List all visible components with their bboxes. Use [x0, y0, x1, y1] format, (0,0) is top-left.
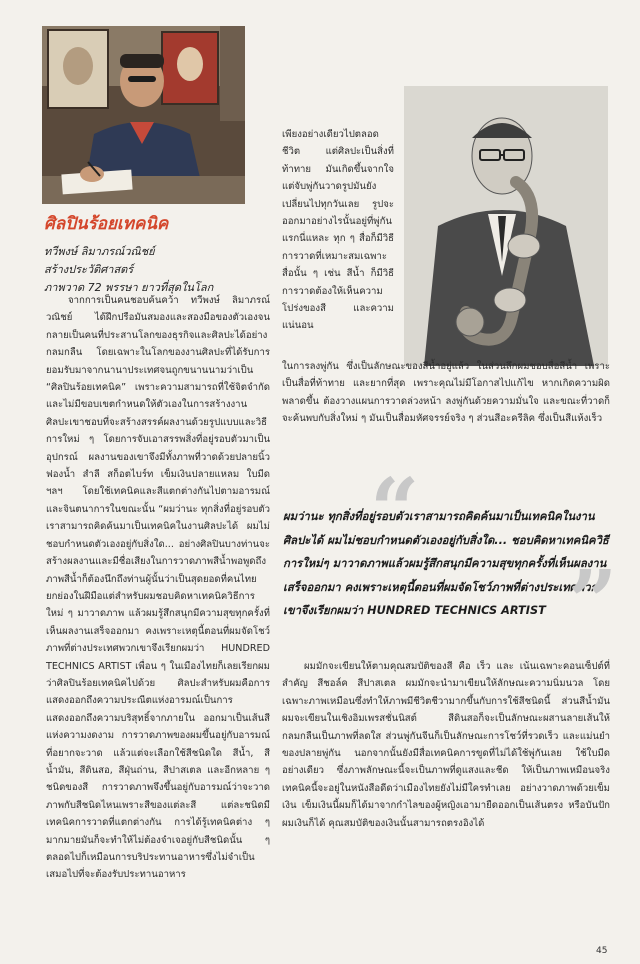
caption-achievement: สร้างประวัติศาสตร์	[44, 263, 134, 276]
photo-caption	[44, 210, 274, 297]
body-text-left-column: จากการเป็นคนชอบค้นคว้า ทวีพงษ์ ลิมาภรณ์วณิชย์ ได้ฝึกปรือมันสมองและสองมือของตัวเองจนกลายเป็นคนที่ประสานโลกของธุรกิจและศิลปะได้อย่างกลมกลืน โดยเฉพาะในโลกของงานศิลปะที่ได้รับการยอมรับมาจากนานาประเทศจนถูกขนานนามว่าเป็น “ศิลปินร้อยเทคนิค” เพราะความสามารถที่ใช้จิตจำกัดและไม่มีขอบเขตกำหนดให้ตัวเองในการสร้างงานศิลปะเขาชอบที่จะสร้างสรรค์ผลงานด้วยรูปแบบและวิธีการใหม่ ๆ โดยการจับเอาสรรพสิ่งที่อยู่รอบตัวมาเป็นอุปกรณ์ ผลงานของเขาจึงมีทั้งภาพที่วาดด้วยปลายนิ้ว ฟองน้ำ สำลี สก็อตไบร์ท เข็มเงินปลายแหลม ใบมีด ฯลฯ โดยใช้เทคนิคและสีแตกต่างกันไปตามอารมณ์และจินตนาการในขณะนั้น “ผมว่านะ ทุกสิ่งที่อยู่รอบตัวเราสามารถคิดค้นมาเป็นเทคนิคในงานศิลปะได้ ผมไม่ชอบกำหนดตัวเองอยู่กับสิ่งใด... อย่างศิลปินบางท่านจะสร้างผลงานและมีชื่อเสียงในการวาดภาพสีน้ำพอพูดถึงภาพสีน้ำก็ต้องนึกถึงท่านผู้นั้นว่าเป็นสุดยอดที่คนไทยยกย่องในฝีมือแต่สำหรับผมชอบคิดหาเทคนิควิธีการใหม่ ๆ มาวาดภาพ แล้วผมรู้สึกสนุกมีความสุขทุกครั้งที่เห็นผลงานเสร็จออกมา คงเพราะเหตุนี้ตอนที่ผมจัดโชว์ภาพที่ต่างประเทศพวกเขาจึงเรียกผมว่า HUNDRED TECHNICS ARTIST เพื่อน ๆ ในเมืองไทยก็เลยเรียกผมว่าศิลปินร้อยเทคนิคไปด้วย ศิลปะสำหรับผมคือการแสดงออกถึงความประณีตแห่งอารมณ์เป็นการแสดงออกถึงความบริสุทธิ์จากภายใน ออกมาเป็นเส้นสีแห่งความงดงาม การวาดภาพของผมขึ้นอยู่กับอารมณ์ที่อยากจะวาด แล้วแต่จะเลือกใช้สีชนิดใด สีน้ำ, สีน้ำมัน, สีดินสอ, สีฝุ่นถ่าน, สีปาสเตล และอีกหลาย ๆ ชนิดของสี การวาดภาพจึงขึ้นอยู่กับอารมณ์ว่าจะวาดภาพกับสีชนิดไหนเพราะสีของแต่ละสี แต่ละชนิดมีเทคนิคการวาดที่แตกต่างกัน การได้รู้เทคนิคต่าง ๆ มากมายมันก็จะทำให้ไม่ต้องจำเจอยู่กับสีชนิดนั้น ๆ ตลอดไปก็เหมือนการบริประทานอาหารซึ่งไม่จำเป็นเสมอไปที่จะต้องรับประทานอาหาร	[46, 295, 270, 881]
pull-quote: ผมว่านะ ทุกสิ่งที่อยู่รอบตัวเราสามารถคิดค้นมาเป็นเทคนิคในงานศิลปะได้ ผมไม่ชอบกำหนดตัวเองอยู่กับสิ่งใด... ชอบคิดหาเทคนิควิธีการใหม่ๆ มาวาดภาพแล้วผมรู้สึกสนุกมีความสุขทุกครั้งที่เห็นผลงานเสร็จออกมา คงเพราะเหตุนี้ตอนที่ผมจัดโชว์ภาพที่ต่างประเทศพวกเขาจึงเรียกผมว่า HUNDRED TECHNICS ARTIST	[283, 510, 609, 617]
caption-title: ศิลปินร้อยเทคนิค	[44, 214, 169, 234]
body-text-right-top: เพียงอย่างเดียวไปตลอดชีวิต แต่ศิลปะเป็นสิ่งที่ท้าทาย มันเกิดขึ้นจากใจ แต่จับพู่กันวาดรูปมันยังเปลี่ยนไปทุกวันเลย รูปจะออกมาอย่างไรนั้นอยู่ที่พู่กันแรกนี่แหละ ทุก ๆ สื่อก็มีวิธีการวาดที่เหมาะสมเฉพาะสื่อนั้น ๆ เช่น สีน้ำ ก็มีวิธีการวาดต้องให้เห็นความโปร่งของสี และความแน่นอน	[282, 129, 394, 332]
open-quote-mark: “	[370, 460, 420, 561]
body-text-right-middle: ในการลงพู่กัน ซึ่งเป็นลักษณะของสีน้ำอยู่แล้ว ในส่วนลึกผมชอบสื่อสีน้ำ เพราะเป็นสื่อที่ท้าทาย และยากที่สุด เพราะคุณไม่มีโอกาสไปแก้ไข หากเกิดความผิดพลาดขึ้น ต้องวางแผนการวาดล่วงหน้า ลงพู่กันด้วยความมั่นใจ และขณะที่วาดก็จะค้นพบกับสิ่งใหม่ ๆ มันเป็นสื่อมหัศจรรย์จริง ๆ ส่วนสีอะครีลิค ซึ่งเป็นสีแห้งเร็ว	[282, 361, 610, 425]
artist-photo	[42, 26, 245, 204]
page-number: 45	[596, 946, 608, 956]
caption-artist-name: ทวีพงษ์ ลิมาภรณ์วณิชย์	[44, 245, 155, 258]
caption-artwork: ภาพวาด 72 พรรษา ยาวที่สุดในโลก	[44, 281, 214, 294]
saxophone-portrait-drawing	[404, 86, 608, 366]
close-quote-mark: ”	[568, 552, 618, 653]
body-text-right-bottom: ผมมักจะเขียนให้ตามคุณสมบัติของสี คือ เร็ว และ เน้นเฉพาะคอนเซ็ปต์ที่สำคัญ สีชอล์ค สีปาสเตล ผมมักจะนำมาเขียนให้ลักษณะความนิ่มนวล โดยเฉพาะภาพเหมือนซึ่งทำให้ภาพมีชีวิตชีวามากขึ้นกับการใช้สีชนิดนี้ ส่วนสีน้ำมันผมจะเขียนในเชิงอิมเพรสชั่นนิสต์ สีดินสอก็จะเป็นลักษณะผสานลายเส้นให้กลมกลืนเป็นภาพที่ลดใส ส่วนพู่กันจีนก็เป็นลักษณะการโชว์ที่รวดเร็ว และแม่นยำของปลายพู่กัน นอกจากนั้นยังมีสื่อเทคนิคการขูดที่ไม่ได้ใช้พู่กันเลย ใช้ใบมีดอย่างเดียว ซึ่งภาพลักษณะนี้จะเป็นภาพที่ดูแสงและชีด ให้เป็นภาพเหมือนจริง เทคนิคนี้จะอยู่ในหนังสือดีดว่าเมืองไทยยังไม่มีใครทำเลย อย่างวาดภาพด้วยเข็มเงิน เข็มเงินนี้ผมก็ได้มาจากกำไลของผู้หญิงเอามายืดออกเป็นเส้นตรง หรือบันปักผมเงินก็ได้ คุณสมบัติของเงินนั้นสามารถตรงอิงได้	[282, 661, 610, 829]
